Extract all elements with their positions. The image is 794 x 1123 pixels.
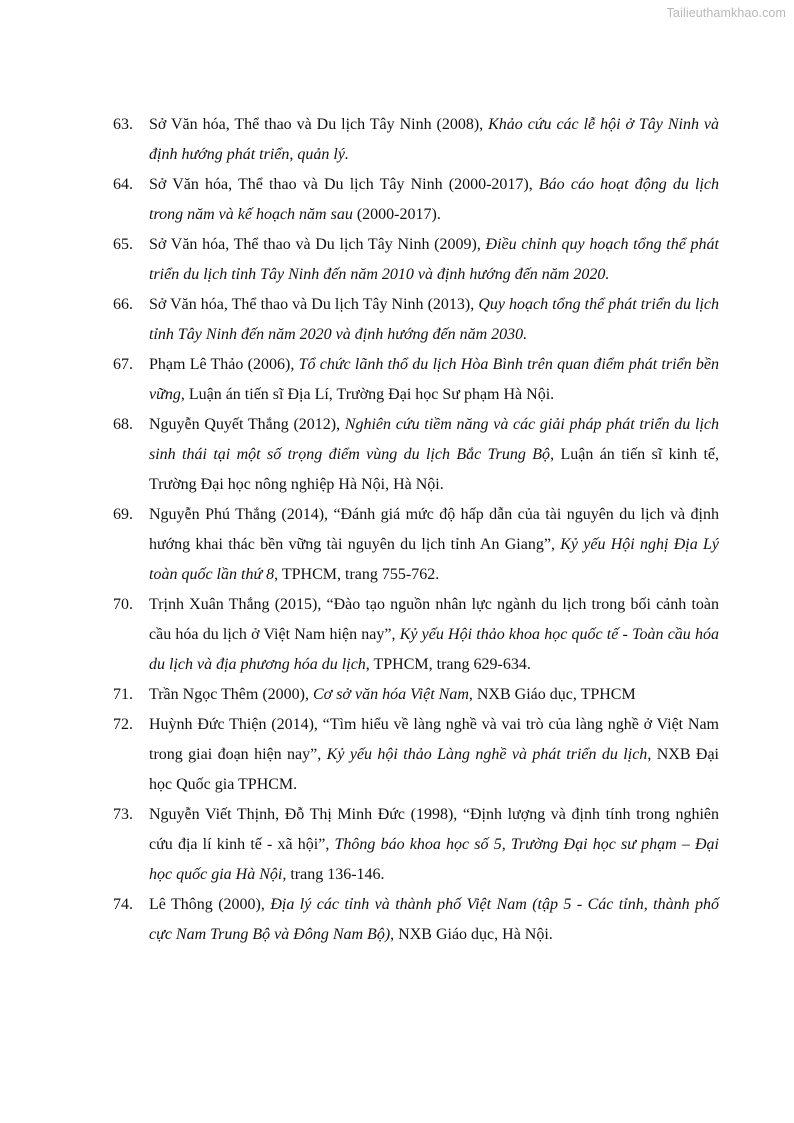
reference-item <box>113 500 719 590</box>
reference-number: 74. <box>113 896 133 913</box>
reference-item <box>113 800 719 890</box>
reference-item <box>113 710 719 800</box>
reference-text: Nguyễn Phú Thắng (2014), “Đánh giá mức độ hấp dẫn của tài nguyên du lịch và định hướng khai thác bền vững tài nguyên du lịch tỉnh An Giang”, Kỷ yếu Hội nghị Địa Lý toàn quốc lần thứ 8, TPHCM, trang 755-762. <box>149 506 720 583</box>
reference-number: 67. <box>113 356 133 373</box>
reference-number: 71. <box>113 686 133 703</box>
reference-text: Sở Văn hóa, Thể thao và Du lịch Tây Ninh (2009), Điều chỉnh quy hoạch tổng thể phát triển du lịch tỉnh Tây Ninh đến năm 2010 và định hướng đến năm 2020. <box>149 236 719 283</box>
reference-number: 73. <box>113 806 133 823</box>
reference-item <box>113 350 719 410</box>
watermark-text: Tailieuthamkhao.com <box>666 6 786 20</box>
reference-text: Sở Văn hóa, Thể thao và Du lịch Tây Ninh (2013), Quy hoạch tổng thể phát triển du lịch tỉnh Tây Ninh đến năm 2020 và định hướng đến năm 2030. <box>149 296 720 343</box>
reference-item <box>113 680 719 710</box>
reference-text: Sở Văn hóa, Thể thao và Du lịch Tây Ninh (2000-2017), Báo cáo hoạt động du lịch trong năm và kế hoạch năm sau (2000-2017). <box>149 176 719 223</box>
reference-text: Huỳnh Đức Thiện (2014), “Tìm hiểu về làng nghề và vai trò của làng nghề ở Việt Nam trong giai đoạn hiện nay”, Kỷ yếu hội thảo Làng nghề và phát triển du lịch, NXB Đại học Quốc gia TPHCM. <box>149 716 720 793</box>
reference-list <box>113 110 719 950</box>
reference-text: Trần Ngọc Thêm (2000), Cơ sở văn hóa Việt Nam, NXB Giáo dục, TPHCM <box>149 686 636 703</box>
reference-item <box>113 110 719 170</box>
reference-number: 63. <box>113 116 133 133</box>
reference-number: 65. <box>113 236 133 253</box>
reference-text: Lê Thông (2000), Địa lý các tỉnh và thành phố Việt Nam (tập 5 - Các tỉnh, thành phố cực Nam Trung Bộ và Đông Nam Bộ), NXB Giáo dục, Hà Nội. <box>149 896 720 943</box>
reference-item <box>113 170 719 230</box>
reference-item <box>113 590 719 680</box>
reference-number: 69. <box>113 506 133 523</box>
reference-number: 72. <box>113 716 133 733</box>
reference-item <box>113 890 719 950</box>
reference-text: Nguyễn Viết Thịnh, Đỗ Thị Minh Đức (1998), “Định lượng và định tính trong nghiên cứu địa lí kinh tế - xã hội”, Thông báo khoa học số 5, Trường Đại học sư phạm – Đại học quốc gia Hà Nội, trang 136-146. <box>149 806 719 883</box>
reference-text: Nguyễn Quyết Thắng (2012), Nghiên cứu tiềm năng và các giải pháp phát triển du lịch sinh thái tại một số trọng điểm vùng du lịch Bắc Trung Bộ, Luận án tiến sĩ kinh tế, Trường Đại học nông nghiệp Hà Nội, Hà Nội. <box>149 416 720 493</box>
reference-number: 66. <box>113 296 133 313</box>
reference-text: Phạm Lê Thảo (2006), Tổ chức lãnh thổ du lịch Hòa Bình trên quan điểm phát triển bền vững, Luận án tiến sĩ Địa Lí, Trường Đại học Sư phạm Hà Nội. <box>149 356 720 403</box>
reference-number: 64. <box>113 176 133 193</box>
reference-number: 68. <box>113 416 133 433</box>
reference-item <box>113 410 719 500</box>
reference-text: Trịnh Xuân Thắng (2015), “Đào tạo nguồn nhân lực ngành du lịch trong bối cảnh toàn cầu hóa du lịch ở Việt Nam hiện nay”, Kỷ yếu Hội thảo khoa học quốc tế - Toàn cầu hóa du lịch và địa phương hóa du lịch, TPHCM, trang 629-634. <box>149 596 719 673</box>
reference-text: Sở Văn hóa, Thể thao và Du lịch Tây Ninh (2008), Khảo cứu các lễ hội ở Tây Ninh và định hướng phát triển, quản lý. <box>149 116 719 163</box>
reference-number: 70. <box>113 596 133 613</box>
reference-item <box>113 230 719 290</box>
reference-item <box>113 290 719 350</box>
